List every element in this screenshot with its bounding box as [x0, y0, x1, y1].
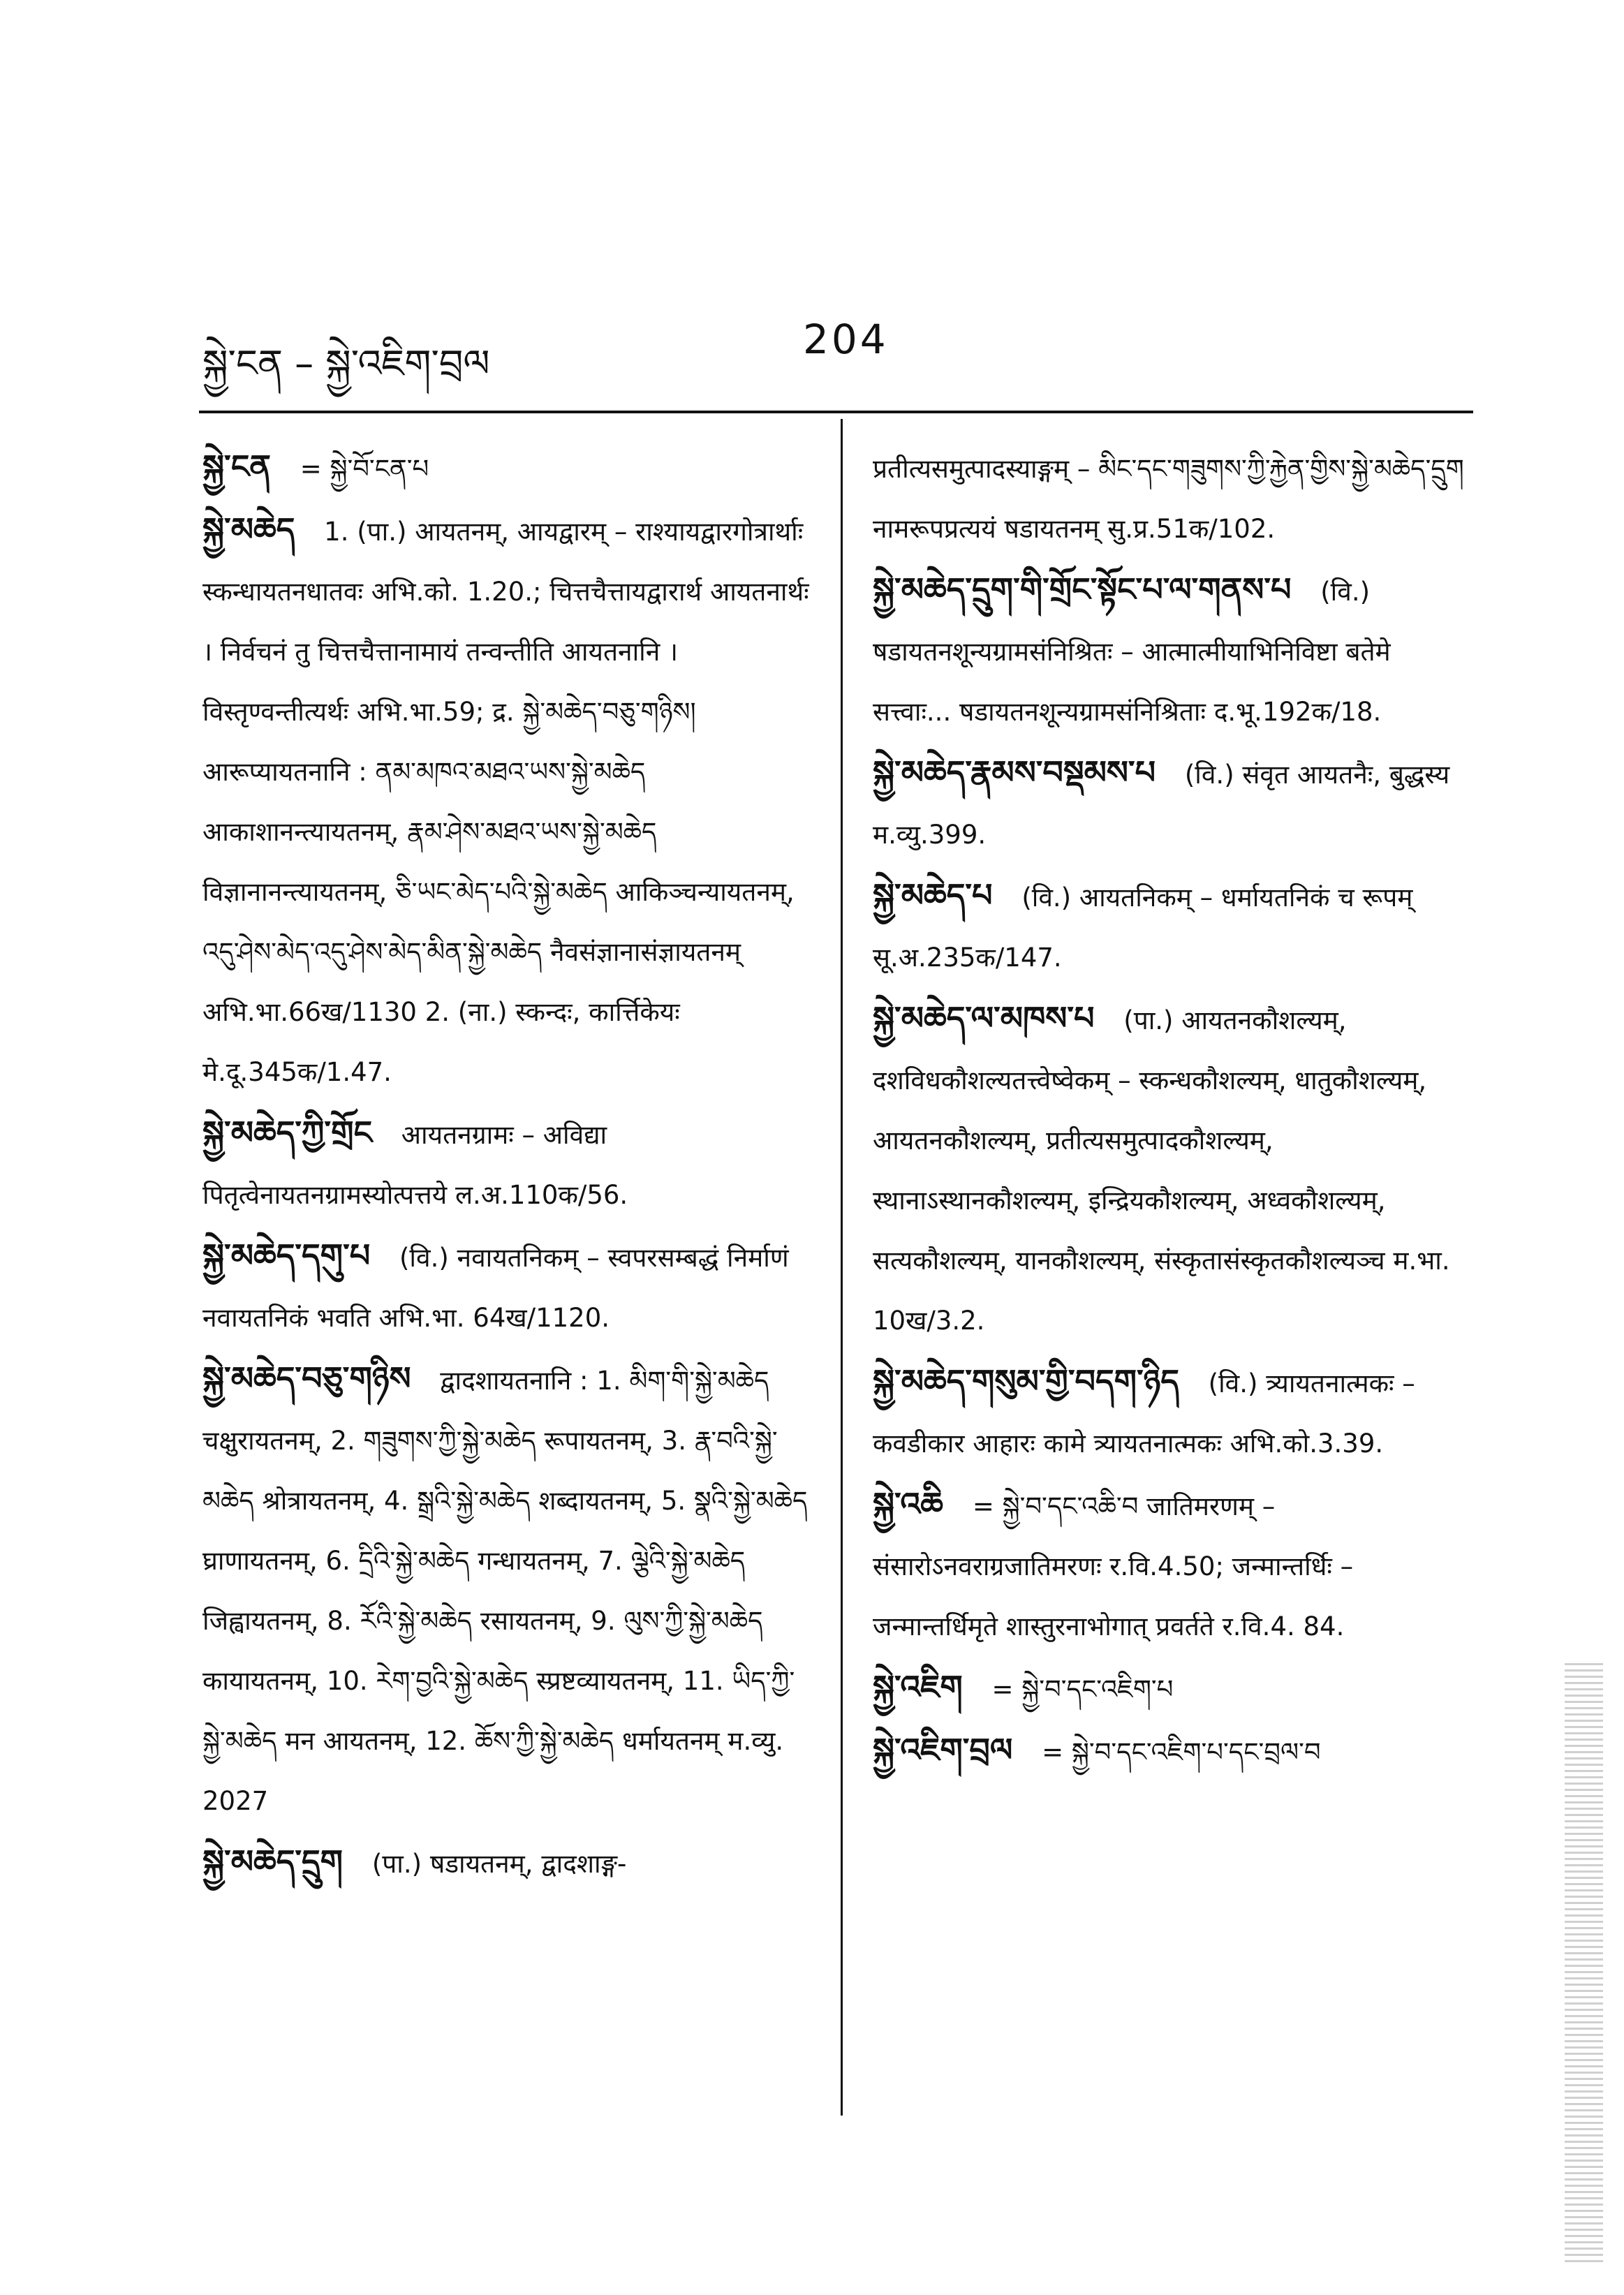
entry-text: = སྐྱེ་བོ་ངན་པ: [300, 454, 429, 484]
entry: [873, 1474, 1466, 1657]
entry: [873, 1720, 1466, 1783]
left-column: [202, 436, 817, 1894]
entry-headword: སྐྱེ་མཆེད: [202, 510, 295, 548]
entry: [873, 436, 1466, 559]
entry-text: = སྐྱེ་བ་དང་འཇིག་པ་དང་བྲལ་བ: [1042, 1737, 1321, 1767]
entry-text: आयतनग्रामः – अविद्या पितृत्वेनायतनग्रामस्योत्पत्तये ल.अ.110क/56.: [202, 1120, 628, 1210]
scan-edge-noise: [1565, 1662, 1603, 2262]
entry-headword: སྐྱེ་འཆི: [873, 1485, 944, 1523]
entry-headword: སྐྱེ་ངན: [202, 448, 271, 485]
entry-text: = སྐྱེ་བ་དང་འཇིག་པ: [991, 1674, 1174, 1704]
entry-headword: སྐྱེ་མཆེད་ཀྱི་གྲོང: [202, 1114, 373, 1151]
entry-headword: སྐྱེ་མཆེད་དགུ་པ: [202, 1237, 371, 1274]
entry: [202, 499, 817, 1102]
entry: [202, 1348, 817, 1831]
entry: [873, 988, 1466, 1351]
entry-text: (वि.) नवायतनिकम् – स्वपरसम्बद्धं निर्माणं नवायतनिकं भवति अभि.भा. 64ख/1120.: [202, 1243, 789, 1333]
entry-headword: སྐྱེ་འཇིག་བྲལ: [873, 1731, 1013, 1769]
entry: [873, 1657, 1466, 1720]
entry: [873, 742, 1466, 865]
entry: [873, 559, 1466, 742]
entry-headword: སྐྱེ་མཆེད་གསུམ་གྱི་བདག་ཉིད: [873, 1362, 1179, 1400]
entry-headword: སྐྱེ་འཇིག: [873, 1668, 963, 1706]
entry: [202, 1102, 817, 1225]
entry-text: प्रतीत्यसमुत्पादस्याङ्गम् – མིང་དང་གཟུགས་ཀྱི་རྐྱེན་གྱིས་སྐྱེ་མཆེད་དྲུག नामरूपप्रत्ययं षडायतनम् सु.प्र.51क/102.: [873, 454, 1464, 544]
entry: [202, 1225, 817, 1348]
entry-text: (वि.) आयतनिकम् – धर्मायतनिकं च रूपम् सू.अ.235क/147.: [873, 883, 1413, 973]
entry: [873, 1351, 1466, 1474]
entry: [202, 436, 817, 499]
entry-text: = སྐྱེ་བ་དང་འཆི་བ जातिमरणम् – संसारोऽनवराग्रजातिमरणः र.वि.4.50; जन्मान्तर्धिः – जन्मान्तर्धिमृते शास्तुरनाभोगात् प्रवर्तते र.वि.4. 84.: [873, 1491, 1354, 1641]
page-number: 204: [803, 316, 889, 363]
entry-text: (पा.) आयतनकौशल्यम्, दशविधकौशल्यतत्त्वेष्वेकम् – स्कन्धकौशल्यम्, धातुकौशल्यम्, आयतनकौशल्यम्, प्रतीत्यसमुत्पादकौशल्यम्, स्थानाऽस्थानकौशल्यम्, इन्द्रियकौशल्यम्, अध्वकौशल्यम्, सत्यकौशल्यम्, यानकौशल्यम्, संस्कृतासंस्कृतकौशल्यञ्च म.भा. 10ख/3.2.: [873, 1005, 1450, 1336]
entry: [873, 865, 1466, 988]
entry-headword: སྐྱེ་མཆེད་ལ་མཁས་པ: [873, 999, 1095, 1037]
entry-headword: སྐྱེ་མཆེད་པ: [873, 876, 993, 914]
entry: [202, 1831, 817, 1894]
entry-headword: སྐྱེ་མཆེད་དྲུག་གི་གྲོང་སྟོང་པ་ལ་གནས་པ: [873, 570, 1292, 608]
column-divider: [841, 419, 843, 2116]
header-rule: [199, 411, 1473, 413]
entry-headword: སྐྱེ་མཆེད་རྣམས་བསྡམས་པ: [873, 753, 1156, 791]
entry-headword: སྐྱེ་མཆེད་བཅུ་གཉིས: [202, 1359, 411, 1397]
entry-text: 1. (पा.) आयतनम्, आयद्वारम् – राश्यायद्वारगोत्रार्थाः स्कन्धायतनधातवः अभि.को. 1.20.; चित्तचैत्तायद्वारार्थ आयतनार्थः । निर्वचनं तु चित्तचैत्तानामायं तन्वन्तीति आयतनानि । विस्तृण्वन्तीत्यर्थः अभि.भा.59; द्र. སྐྱེ་མཆེད་བཅུ་གཉིས། आरूप्यायतनानि : ནམ་མཁའ་མཐའ་ཡས་སྐྱེ་མཆེད आकाशानन्त्यायतनम्, རྣམ་ཤེས་མཐའ་ཡས་སྐྱེ་མཆེད विज्ञानानन्त्यायतनम्, ཅི་ཡང་མེད་པའི་སྐྱེ་མཆེད आकिञ्चन्यायतनम्, འདུ་ཤེས་མེད་འདུ་ཤེས་མེད་མིན་སྐྱེ་མཆེད नैवसंज्ञानासंज्ञायतनम् अभि.भा.66ख/1130 2. (ना.) स्कन्दः, कार्त्तिकेयः मे.दू.345क/1.47.: [202, 517, 809, 1087]
entry-headword: སྐྱེ་མཆེད་དྲུག: [202, 1843, 344, 1880]
header-range: སྐྱེ་ངན – སྐྱེ་འཇིག་བྲལ: [202, 341, 490, 385]
entry-text: (वि.) षडायतनशून्यग्रामसंनिश्रितः – आत्मात्मीयाभिनिविष्टा बतेमे सत्त्वाः... षडायतनशून्यग्रामसंनिश्रिताः द.भू.192क/18.: [873, 577, 1391, 727]
right-column: [873, 436, 1466, 1783]
entry-text: द्वादशायतनानि : 1. མིག་གི་སྐྱེ་མཆེད चक्षुरायतनम्, 2. གཟུགས་ཀྱི་སྐྱེ་མཆེད रूपायतनम्, 3. རྣ་བའི་སྐྱེ་མཆེད श्रोत्रायतनम्, 4. སྒྲའི་སྐྱེ་མཆེད शब्दायतनम्, 5. སྣའི་སྐྱེ་མཆེད घ्राणायतनम्, 6. དྲིའི་སྐྱེ་མཆེད गन्धायतनम्, 7. ལྕེའི་སྐྱེ་མཆེད जिह्वायतनम्, 8. རོའི་སྐྱེ་མཆེད रसायतनम्, 9. ལུས་ཀྱི་སྐྱེ་མཆེད कायायतनम्, 10. རེག་བྱའི་སྐྱེ་མཆེད स्प्रष्टव्यायतनम्, 11. ཡིད་ཀྱི་སྐྱེ་མཆེད मन आयतनम्, 12. ཆོས་ཀྱི་སྐྱེ་མཆེད धर्मायतनम् म.व्यु. 2027: [202, 1366, 808, 1816]
entry-text: (पा.) षडायतनम्, द्वादशाङ्ग-: [371, 1849, 627, 1879]
entry-text: (वि.) त्र्यायतनात्मकः – कवडीकार आहारः कामे त्र्यायतनात्मकः अभि.को.3.39.: [873, 1368, 1415, 1459]
entry-text: (वि.) संवृत आयतनैः, बुद्धस्य म.व्यु.399.: [873, 760, 1450, 850]
